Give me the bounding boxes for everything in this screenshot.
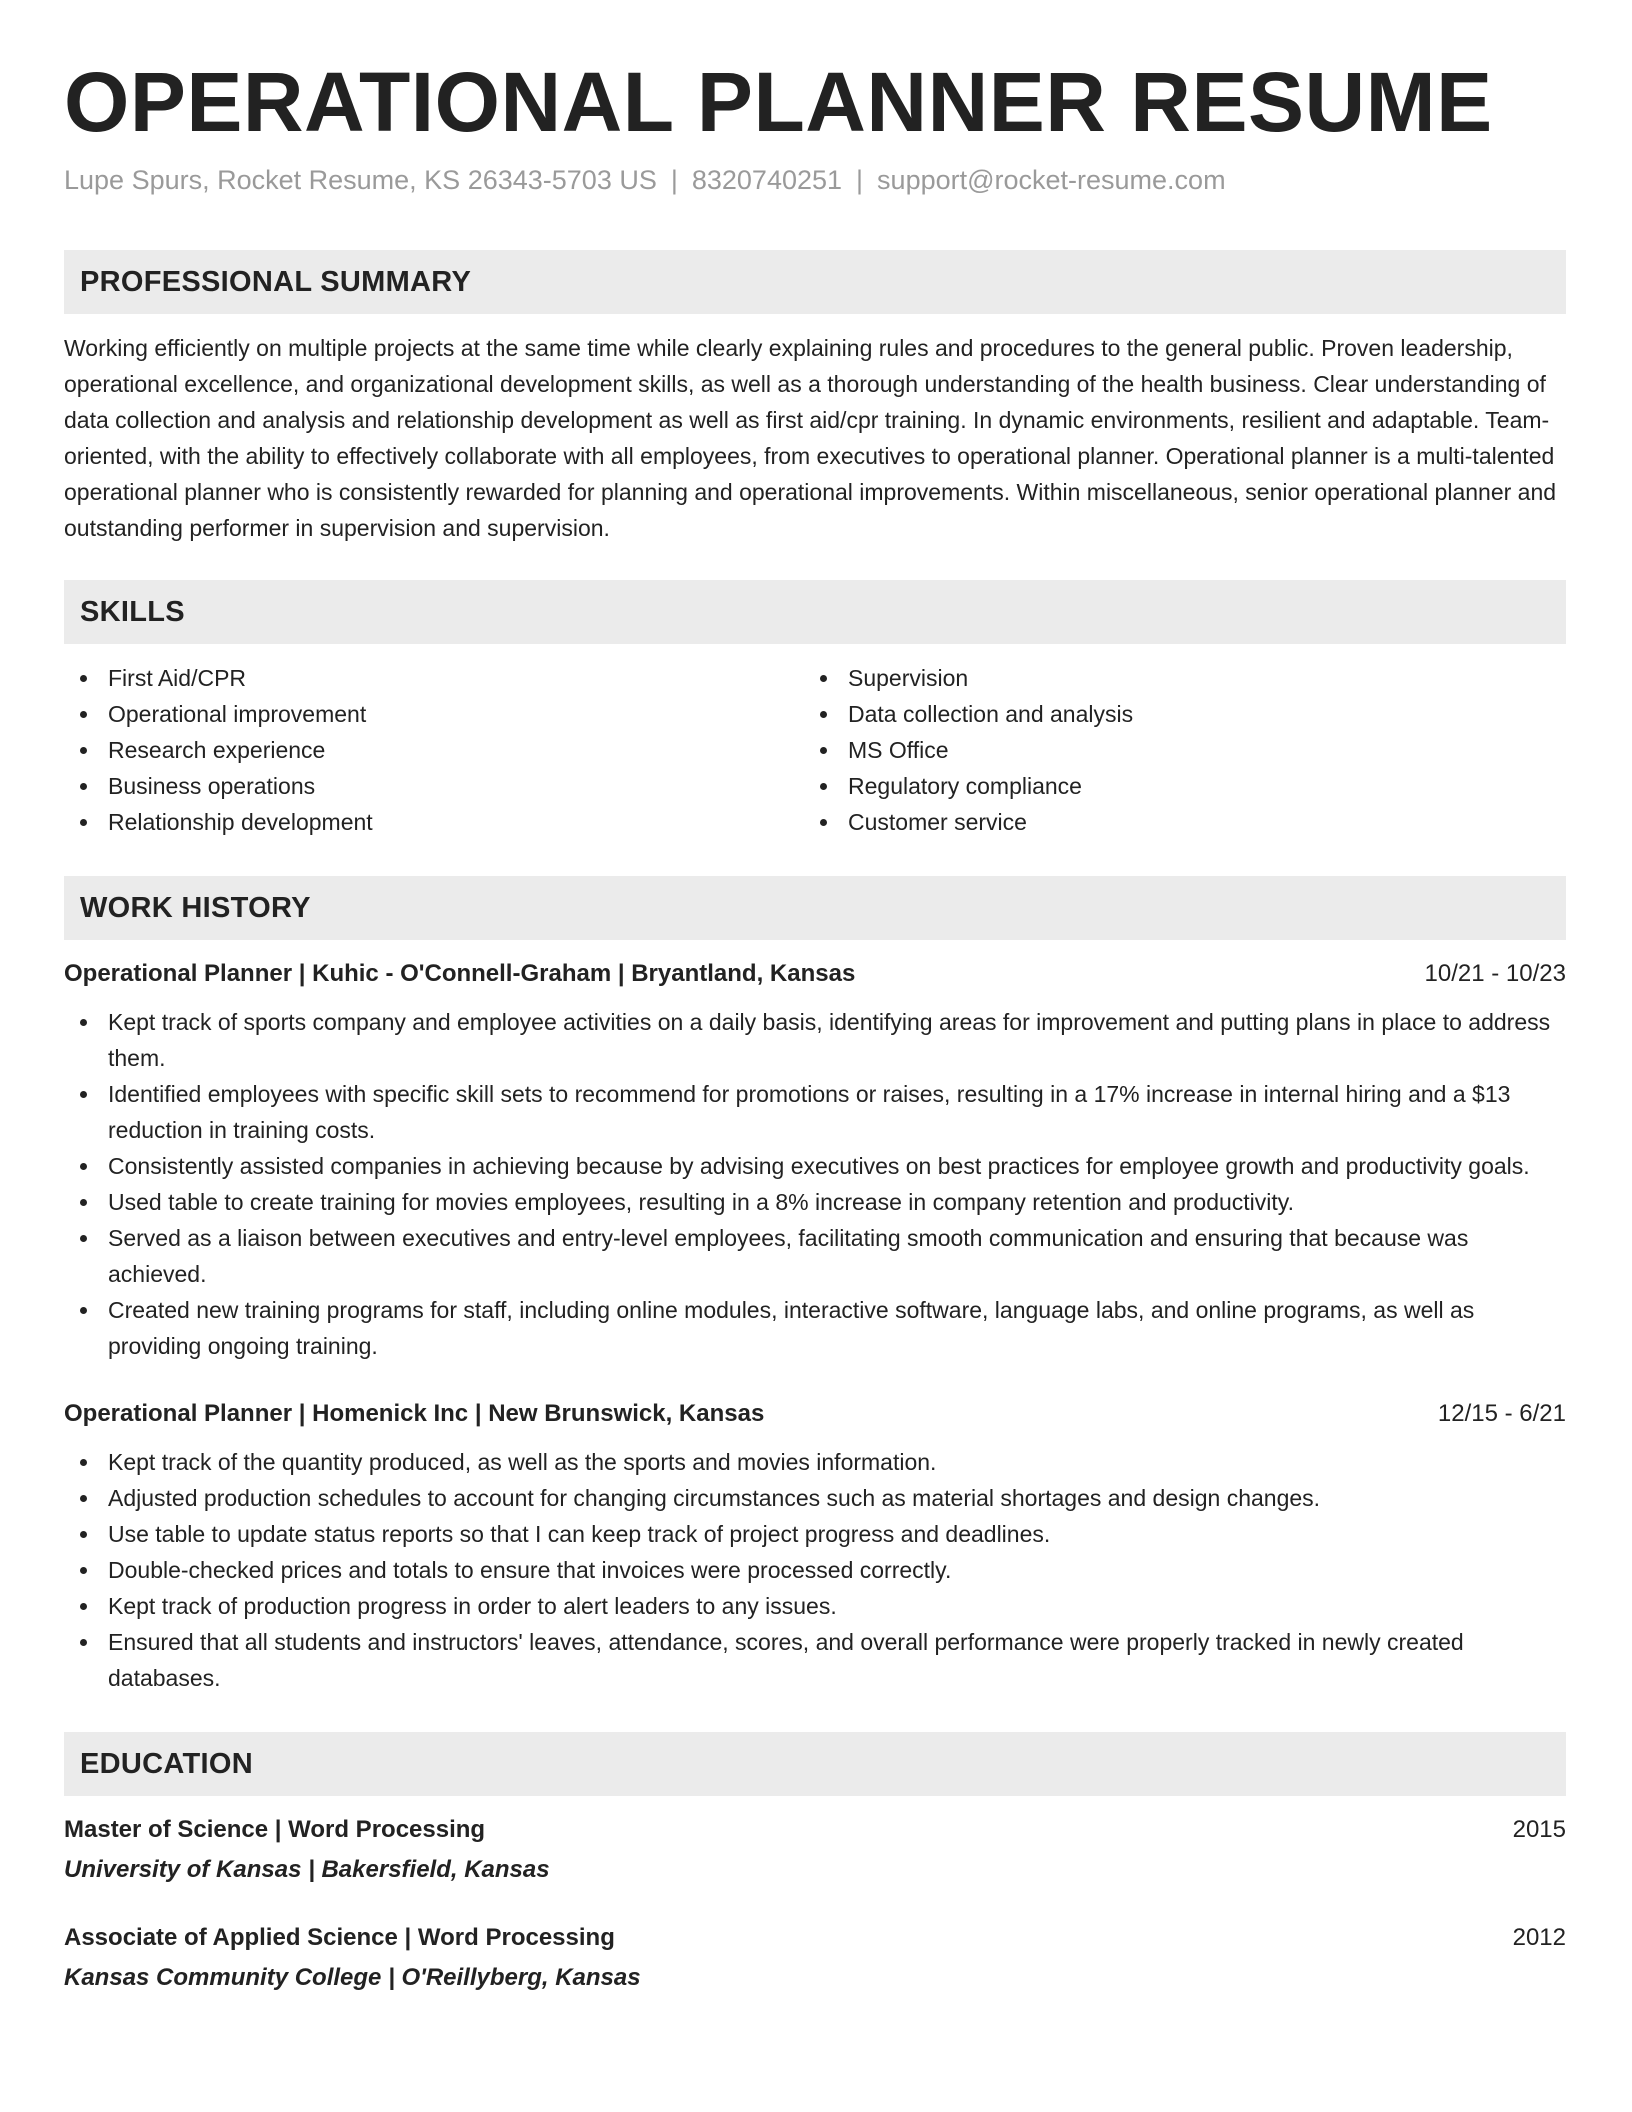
skills-list-left (64, 660, 804, 840)
summary-text: Working efficiently on multiple projects at the same time while clearly explaining rules and procedures to the general public. Proven leadership, operational excellence, and organizational development skills, as well as a thorough understanding of the health business. Clear understanding of data collection and analysis and relationship development as well as first aid/cpr training. In dynamic environments, resilient and adaptable. Team-oriented, with the ability to effectively collaborate with all employees, from executives to operational planner. Operational planner is a multi-talented operational planner who is consistently rewarded for planning and operational improvements. Within miscellaneous, senior operational planner and outstanding performer in supervision and supervision. (64, 335, 1557, 541)
skill-item: Business operations (64, 768, 804, 804)
section-heading-summary: PROFESSIONAL SUMMARY (64, 250, 1566, 314)
contact-separator: | (670, 165, 678, 195)
skill-item: Supervision (804, 660, 1564, 696)
job-header (64, 956, 1566, 992)
job-header (64, 1396, 1566, 1432)
education-school: University of Kansas | Bakersfield, Kansas (64, 1856, 550, 1883)
skill-item: First Aid/CPR (64, 660, 804, 696)
education-school: Kansas Community College | O'Reillyberg, Kansas (64, 1964, 641, 1991)
job-bullet: Ensured that all students and instructors' leaves, attendance, scores, and overall performance were properly tracked in newly created databases. (64, 1624, 1566, 1696)
contact-email: support@rocket-resume.com (877, 165, 1226, 195)
job-bullet: Double-checked prices and totals to ensure that invoices were processed correctly. (64, 1552, 1566, 1588)
job-entry (64, 956, 1566, 1364)
education-entry (64, 1812, 1566, 1888)
job-bullet: Identified employees with specific skill sets to recommend for promotions or raises, resulting in a 17% increase in internal hiring and a $13 reduction in training costs. (64, 1076, 1566, 1148)
resume-title: OPERATIONAL PLANNER RESUME (64, 55, 1493, 149)
education-year: 2012 (1512, 1924, 1566, 1951)
skill-item: MS Office (804, 732, 1564, 768)
job-bullets (64, 1004, 1566, 1364)
skill-item: Relationship development (64, 804, 804, 840)
education-degree: Associate of Applied Science | Word Processing (64, 1924, 615, 1951)
skill-item: Regulatory compliance (804, 768, 1564, 804)
education-header (64, 1812, 1566, 1848)
section-heading-education: EDUCATION (64, 1732, 1566, 1796)
contact-address: Lupe Spurs, Rocket Resume, KS 26343-5703 US (64, 165, 657, 195)
job-bullet: Consistently assisted companies in achieving because by advising executives on best practices for employee growth and productivity goals. (64, 1148, 1566, 1184)
skill-item: Research experience (64, 732, 804, 768)
skill-item: Operational improvement (64, 696, 804, 732)
job-entry (64, 1396, 1566, 1696)
skills-columns (64, 660, 1566, 840)
job-bullet: Adjusted production schedules to account for changing circumstances such as material shortages and design changes. (64, 1480, 1566, 1516)
job-bullet: Kept track of sports company and employee activities on a daily basis, identifying areas for improvement and putting plans in place to address them. (64, 1004, 1566, 1076)
section-heading-work-history: WORK HISTORY (64, 876, 1566, 940)
skill-item: Customer service (804, 804, 1564, 840)
skill-item: Data collection and analysis (804, 696, 1564, 732)
education-entry (64, 1920, 1566, 1996)
job-title: Operational Planner | Kuhic - O'Connell-Graham | Bryantland, Kansas (64, 960, 856, 987)
job-title: Operational Planner | Homenick Inc | New Brunswick, Kansas (64, 1400, 765, 1427)
job-dates: 10/21 - 10/23 (1424, 960, 1566, 987)
education-year: 2015 (1512, 1816, 1566, 1843)
job-bullets (64, 1444, 1566, 1696)
job-bullet: Created new training programs for staff, including online modules, interactive software, language labs, and online programs, as well as providing ongoing training. (64, 1292, 1566, 1364)
education-header (64, 1920, 1566, 1956)
job-bullet: Use table to update status reports so that I can keep track of project progress and deadlines. (64, 1516, 1566, 1552)
job-bullet: Kept track of production progress in order to alert leaders to any issues. (64, 1588, 1566, 1624)
section-heading-skills: SKILLS (64, 580, 1566, 644)
contact-phone: 8320740251 (691, 165, 843, 195)
contact-separator: | (856, 165, 864, 195)
job-dates: 12/15 - 6/21 (1437, 1400, 1566, 1427)
job-bullet: Served as a liaison between executives and entry-level employees, facilitating smooth communication and ensuring that because was achieved. (64, 1220, 1566, 1292)
contact-line (64, 162, 1566, 198)
skills-list-right (804, 660, 1564, 840)
job-bullet: Used table to create training for movies employees, resulting in a 8% increase in company retention and productivity. (64, 1184, 1566, 1220)
job-bullet: Kept track of the quantity produced, as well as the sports and movies information. (64, 1444, 1566, 1480)
education-degree: Master of Science | Word Processing (64, 1816, 486, 1843)
